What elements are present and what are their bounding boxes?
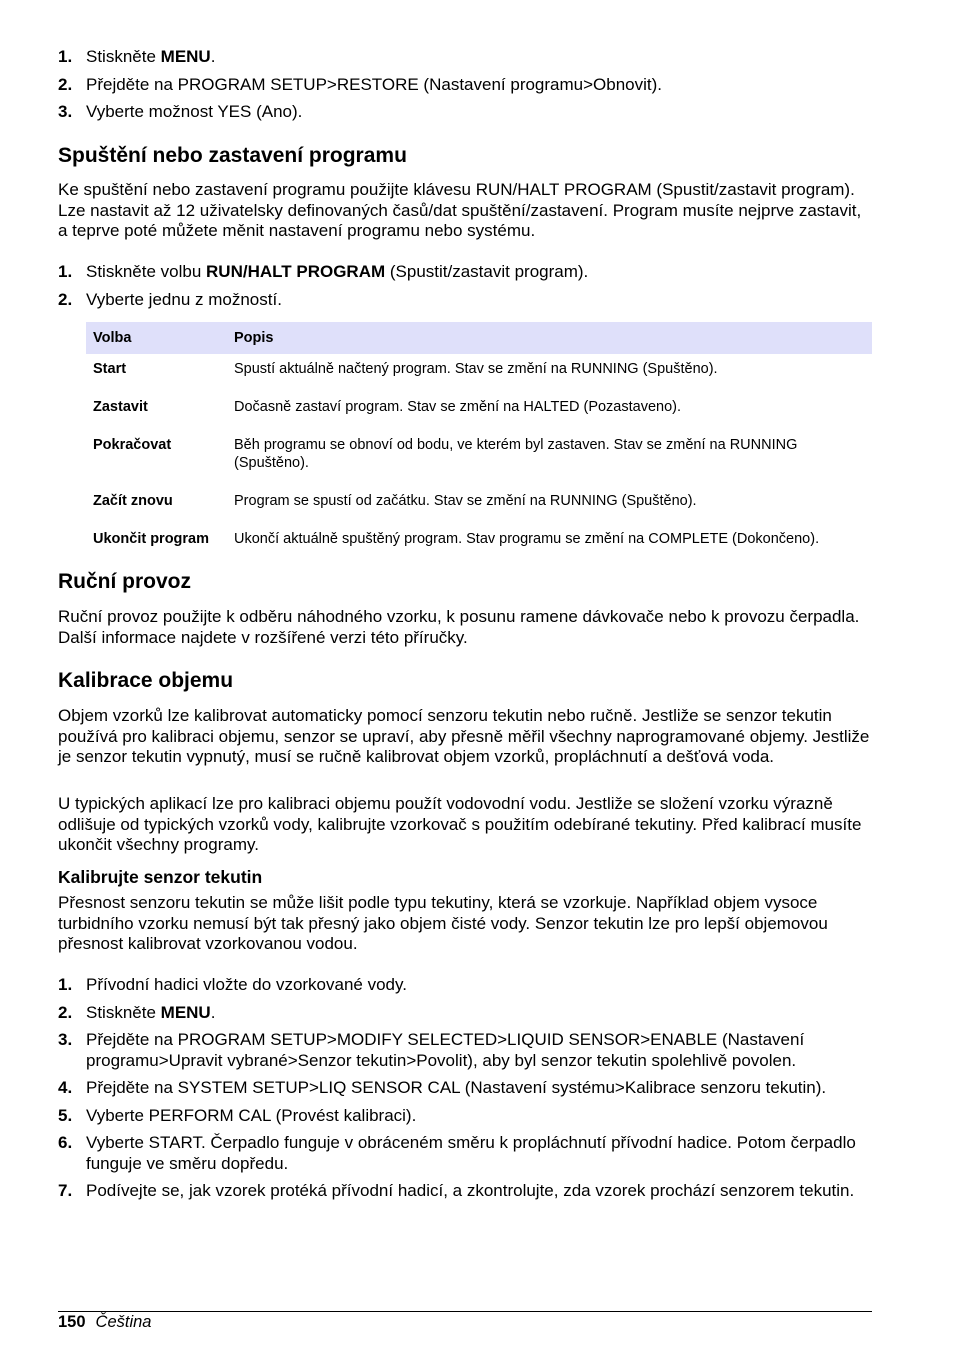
step-number: 3. — [58, 1030, 73, 1049]
page-footer — [58, 1312, 151, 1333]
list-item: 1. Přívodní hadici vložte do vzorkované vody. — [58, 975, 407, 994]
list-item: 7. Podívejte se, jak vzorek protéká přívodní hadicí, a zkontrolujte, zda vzorek prochází senzorem tekutin. — [58, 1181, 855, 1200]
step-number: 1. — [58, 975, 73, 994]
step-number: 2. — [58, 289, 73, 309]
calibration-paragraph-2: U typických aplikací lze pro kalibraci objemu použít vodovodní vodu. Jestliže se složení vzorku výrazně odlišuje od typických vzorků vody, kalibrujte vzorkovač s použitím odebírané tekutiny. Před kalibrací musíte ukončit všechny programy. — [58, 794, 862, 854]
column-header-description: Popis — [227, 322, 872, 354]
list-item: 3. Přejděte na PROGRAM SETUP>MODIFY SELECTED>LIQUID SENSOR>ENABLE (Nastavení programu>Upravit vybrané>Senzor tekutin>Povolit), aby byl senzor tekutin spolehlivě povolen. — [58, 1030, 805, 1070]
list-item: 1. Stiskněte MENU. — [58, 47, 216, 66]
column-header-option: Volba — [86, 322, 227, 354]
step-number: 6. — [58, 1133, 73, 1152]
table-row — [86, 354, 872, 392]
list-item: 2. Přejděte na PROGRAM SETUP>RESTORE (Nastavení programu>Obnovit). — [58, 74, 663, 94]
step-number: 3. — [58, 102, 73, 121]
step-number: 2. — [58, 1002, 73, 1022]
step-number: 5. — [58, 1105, 73, 1125]
table-row — [86, 430, 872, 486]
list-item: 6. Vyberte START. Čerpadlo funguje v obráceném směru k propláchnutí přívodní hadice. Potom čerpadlo funguje ve směru dopředu. — [58, 1133, 856, 1173]
option-cell: Zastavit — [93, 399, 148, 415]
list-item: 1. Stiskněte volbu RUN/HALT PROGRAM (Spustit/zastavit program). — [58, 262, 589, 281]
description-cell: Spustí aktuálně načtený program. Stav se změní na RUNNING (Spuštěno). — [234, 361, 718, 377]
list-item: 2. Stiskněte MENU. — [58, 1002, 216, 1022]
footer-language: Čeština — [95, 1313, 152, 1331]
option-cell: Pokračovat — [93, 437, 172, 453]
step-number: 4. — [58, 1078, 73, 1097]
step-number: 2. — [58, 74, 73, 94]
subsection-text: Přesnost senzoru tekutin se může lišit podle typu tekutiny, která se vzorkuje. Například objem vysoce turbidního vzorku nemusí být tak přesný jako objem čisté vody. Senzor tekutin lze pro lepší objemovou přesnost kalibrovat vzorkovanou vodou. — [58, 893, 828, 953]
table-header-row — [86, 322, 872, 354]
list-item: 2. Vyberte jednu z možností. — [58, 289, 282, 309]
description-cell: Dočasně zastaví program. Stav se změní na HALTED (Pozastaveno). — [234, 399, 682, 415]
footer-divider — [58, 1311, 872, 1312]
option-cell: Ukončit program — [93, 531, 210, 547]
section-run-intro: Ke spuštění nebo zastavení programu použijte klávesu RUN/HALT PROGRAM (Spustit/zastavit program). Lze nastavit až 12 uživatelsky definovaných časů/dat spuštění/zastavení. Program musíte nejprve zastavit, a teprve poté můžete měnit nastavení programu nebo systému. — [58, 180, 862, 240]
description-cell: Ukončí aktuálně spuštěný program. Stav programu se změní na COMPLETE (Dokončeno). — [234, 531, 820, 547]
calibration-paragraph-1: Objem vzorků lze kalibrovat automaticky pomocí senzoru tekutin nebo ručně. Jestliže se senzor tekutin používá pro kalibraci objemu, senzor se upraví, aby přesně měřil všechny naprogramované objemy. Jestliže je senzor tekutin vypnutý, musí se ručně kalibrovat objem vzorků, propláchnutí a dešťová voda. — [58, 706, 870, 766]
table-row — [86, 524, 872, 554]
list-item: 5. Vyberte PERFORM CAL (Provést kalibraci). — [58, 1105, 417, 1125]
option-cell: Začít znovu — [93, 493, 173, 509]
table-row — [86, 486, 872, 524]
options-table — [86, 322, 872, 554]
calibration-steps — [58, 975, 872, 1209]
description-cell: Program se spustí od začátku. Stav se změní na RUNNING (Spuštěno). — [234, 493, 697, 509]
section-manual-text: Ruční provoz použijte k odběru náhodného vzorku, k posunu ramene dávkovače nebo k provozu čerpadla. Další informace najdete v rozšířené verzi této příručky. — [58, 607, 860, 647]
step-number: 1. — [58, 47, 73, 66]
section-heading-calibration: Kalibrace objemu — [58, 669, 234, 692]
restore-steps — [58, 47, 872, 130]
option-cell: Start — [93, 361, 127, 377]
table-row — [86, 392, 872, 430]
section-heading-run: Spuštění nebo zastavení programu — [58, 144, 407, 167]
section-heading-manual: Ruční provoz — [58, 570, 192, 593]
subsection-heading: Kalibrujte senzor tekutin — [58, 867, 263, 887]
step-number: 7. — [58, 1181, 73, 1200]
list-item: 4. Přejděte na SYSTEM SETUP>LIQ SENSOR CAL (Nastavení systému>Kalibrace senzoru tekutin). — [58, 1078, 827, 1097]
run-steps — [58, 262, 872, 317]
list-item: 3. Vyberte možnost YES (Ano). — [58, 102, 303, 121]
step-number: 1. — [58, 262, 73, 281]
description-cell: Běh programu se obnoví od bodu, ve kterém byl zastaven. Stav se změní na RUNNING (Spuštěno). — [234, 437, 798, 471]
page-number: 150 — [58, 1313, 86, 1331]
